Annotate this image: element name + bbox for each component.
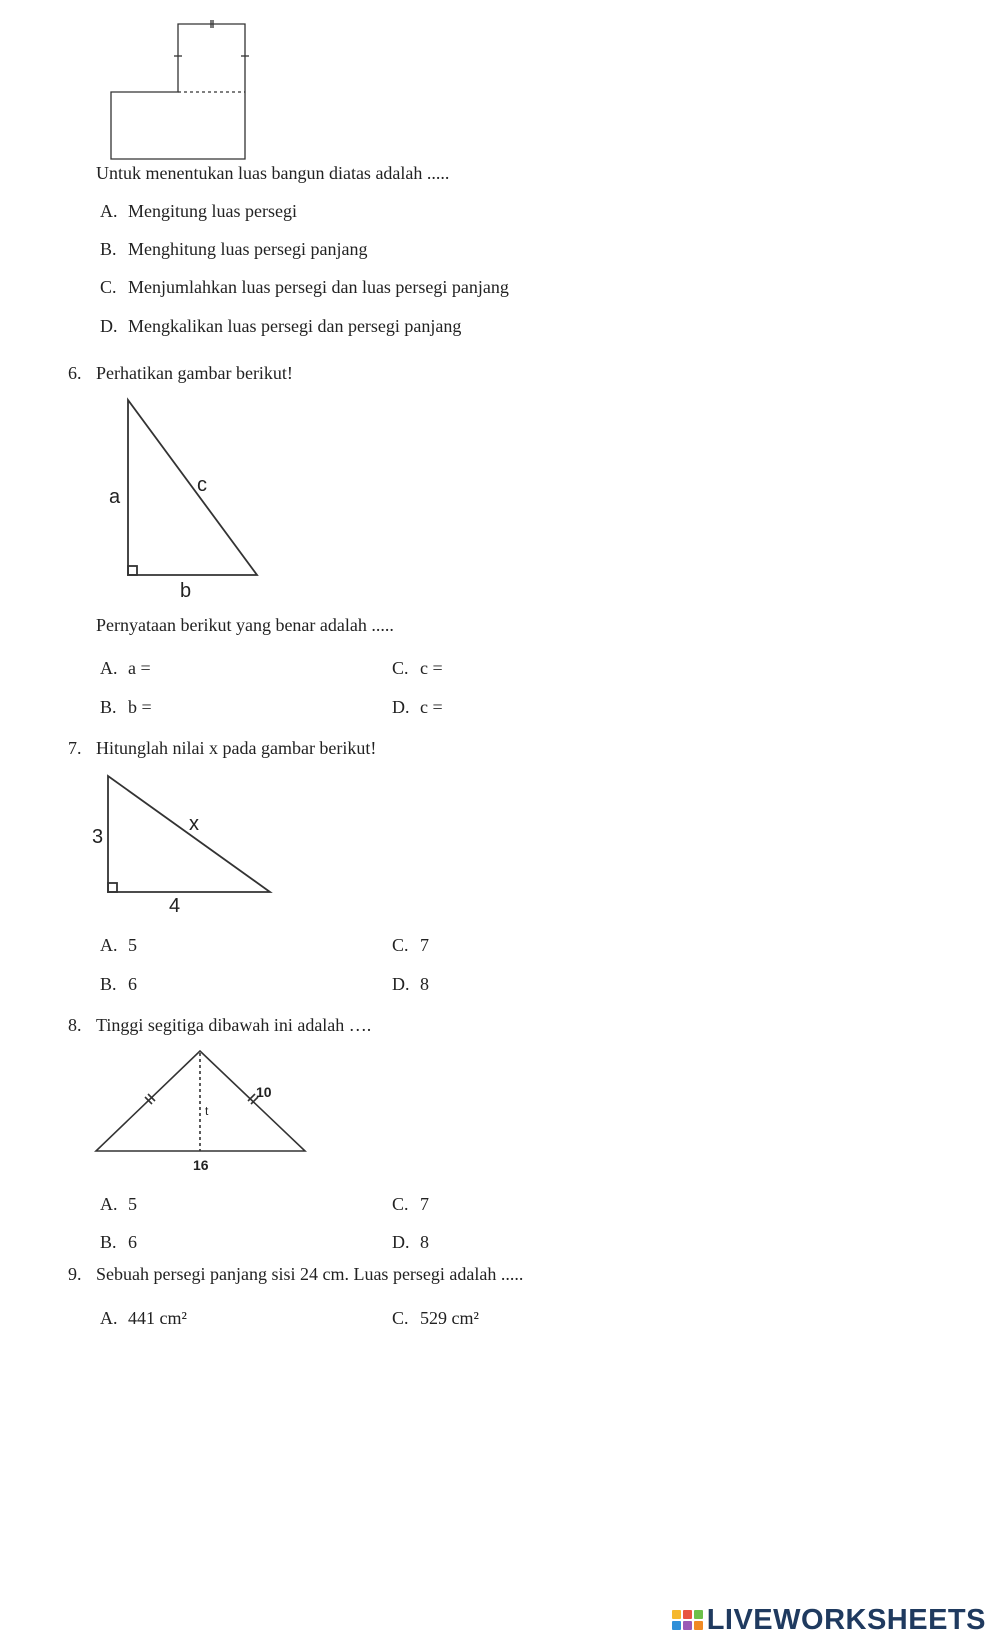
q7-option-c-letter: C. bbox=[392, 935, 409, 955]
q8-option-b[interactable]: 6 bbox=[128, 1232, 137, 1252]
q8-label-10: 10 bbox=[256, 1084, 272, 1100]
q6-option-c-letter: C. bbox=[392, 658, 409, 678]
q5-option-c[interactable]: Menjumlahkan luas persegi dan luas persegi panjang bbox=[128, 277, 509, 297]
q6-option-b[interactable]: b = bbox=[128, 697, 152, 717]
q6-option-a-letter: A. bbox=[100, 658, 118, 678]
right-triangle-abc-figure bbox=[100, 395, 270, 605]
q8-option-d-letter: D. bbox=[392, 1232, 410, 1252]
q6-option-c[interactable]: c = bbox=[420, 658, 443, 678]
q9-option-c-letter: C. bbox=[392, 1308, 409, 1328]
logo-tile bbox=[694, 1610, 703, 1619]
q9-option-a[interactable]: 441 cm² bbox=[128, 1308, 187, 1328]
q7-label-x: x bbox=[189, 813, 199, 835]
q8-option-c[interactable]: 7 bbox=[420, 1194, 429, 1214]
logo-tile bbox=[672, 1610, 681, 1619]
logo-tile bbox=[683, 1621, 692, 1630]
q7-option-b[interactable]: 6 bbox=[128, 974, 137, 994]
q6-option-a[interactable]: a = bbox=[128, 658, 151, 678]
q6-option-d-letter: D. bbox=[392, 697, 410, 717]
q7-prompt: Hitunglah nilai x pada gambar berikut! bbox=[96, 738, 377, 758]
liveworksheets-footer[interactable] bbox=[672, 1603, 986, 1637]
q6-prompt: Perhatikan gambar berikut! bbox=[96, 363, 293, 383]
q7-option-d-letter: D. bbox=[392, 974, 410, 994]
logo-tile bbox=[683, 1610, 692, 1619]
isosceles-triangle-figure bbox=[90, 1045, 315, 1160]
q8-label-16: 16 bbox=[193, 1157, 209, 1173]
q7-option-a-letter: A. bbox=[100, 935, 118, 955]
q7-option-c[interactable]: 7 bbox=[420, 935, 429, 955]
q5-option-a-letter: A. bbox=[100, 201, 118, 221]
liveworksheets-brand: LIVEWORKSHEETS bbox=[706, 1603, 986, 1636]
q6-option-d[interactable]: c = bbox=[420, 697, 443, 717]
q7-option-b-letter: B. bbox=[100, 974, 117, 994]
q8-number: 8. bbox=[68, 1015, 82, 1035]
q5-option-c-letter: C. bbox=[100, 277, 117, 297]
right-triangle-3-4-x-figure bbox=[100, 770, 280, 900]
logo-tile bbox=[672, 1621, 681, 1630]
q7-label-4: 4 bbox=[169, 895, 181, 917]
q8-option-a-letter: A. bbox=[100, 1194, 118, 1214]
q6-label-a: a bbox=[109, 486, 121, 508]
q5-option-b[interactable]: Menghitung luas persegi panjang bbox=[128, 239, 368, 259]
q6-option-b-letter: B. bbox=[100, 697, 117, 717]
q5-option-d-letter: D. bbox=[100, 316, 118, 336]
logo-tile bbox=[694, 1621, 703, 1630]
q8-option-d[interactable]: 8 bbox=[420, 1232, 429, 1252]
q8-label-t: t bbox=[205, 1104, 209, 1118]
q7-option-d[interactable]: 8 bbox=[420, 974, 429, 994]
q9-option-a-letter: A. bbox=[100, 1308, 118, 1328]
q5-option-b-letter: B. bbox=[100, 239, 117, 259]
q6-statement: Pernyataan berikut yang benar adalah ..... bbox=[96, 615, 394, 635]
q6-number: 6. bbox=[68, 363, 82, 383]
q6-label-b: b bbox=[180, 580, 192, 602]
q8-option-b-letter: B. bbox=[100, 1232, 117, 1252]
q7-number: 7. bbox=[68, 738, 82, 758]
composite-shape-figure bbox=[108, 18, 258, 166]
q5-option-d[interactable]: Mengkalikan luas persegi dan persegi panjang bbox=[128, 316, 462, 336]
q9-number: 9. bbox=[68, 1264, 82, 1284]
q5-prompt: Untuk menentukan luas bangun diatas adalah ..... bbox=[96, 163, 450, 183]
q7-option-a[interactable]: 5 bbox=[128, 935, 137, 955]
q7-label-3: 3 bbox=[92, 826, 104, 848]
q8-option-c-letter: C. bbox=[392, 1194, 409, 1214]
q8-prompt: Tinggi segitiga dibawah ini adalah …. bbox=[96, 1015, 372, 1035]
q9-option-c[interactable]: 529 cm² bbox=[420, 1308, 479, 1328]
q6-label-c: c bbox=[197, 474, 207, 496]
q9-prompt: Sebuah persegi panjang sisi 24 cm. Luas persegi adalah ..... bbox=[96, 1264, 524, 1284]
q8-option-a[interactable]: 5 bbox=[128, 1194, 137, 1214]
q5-option-a[interactable]: Mengitung luas persegi bbox=[128, 201, 297, 221]
liveworksheets-logo-icon bbox=[672, 1610, 703, 1630]
